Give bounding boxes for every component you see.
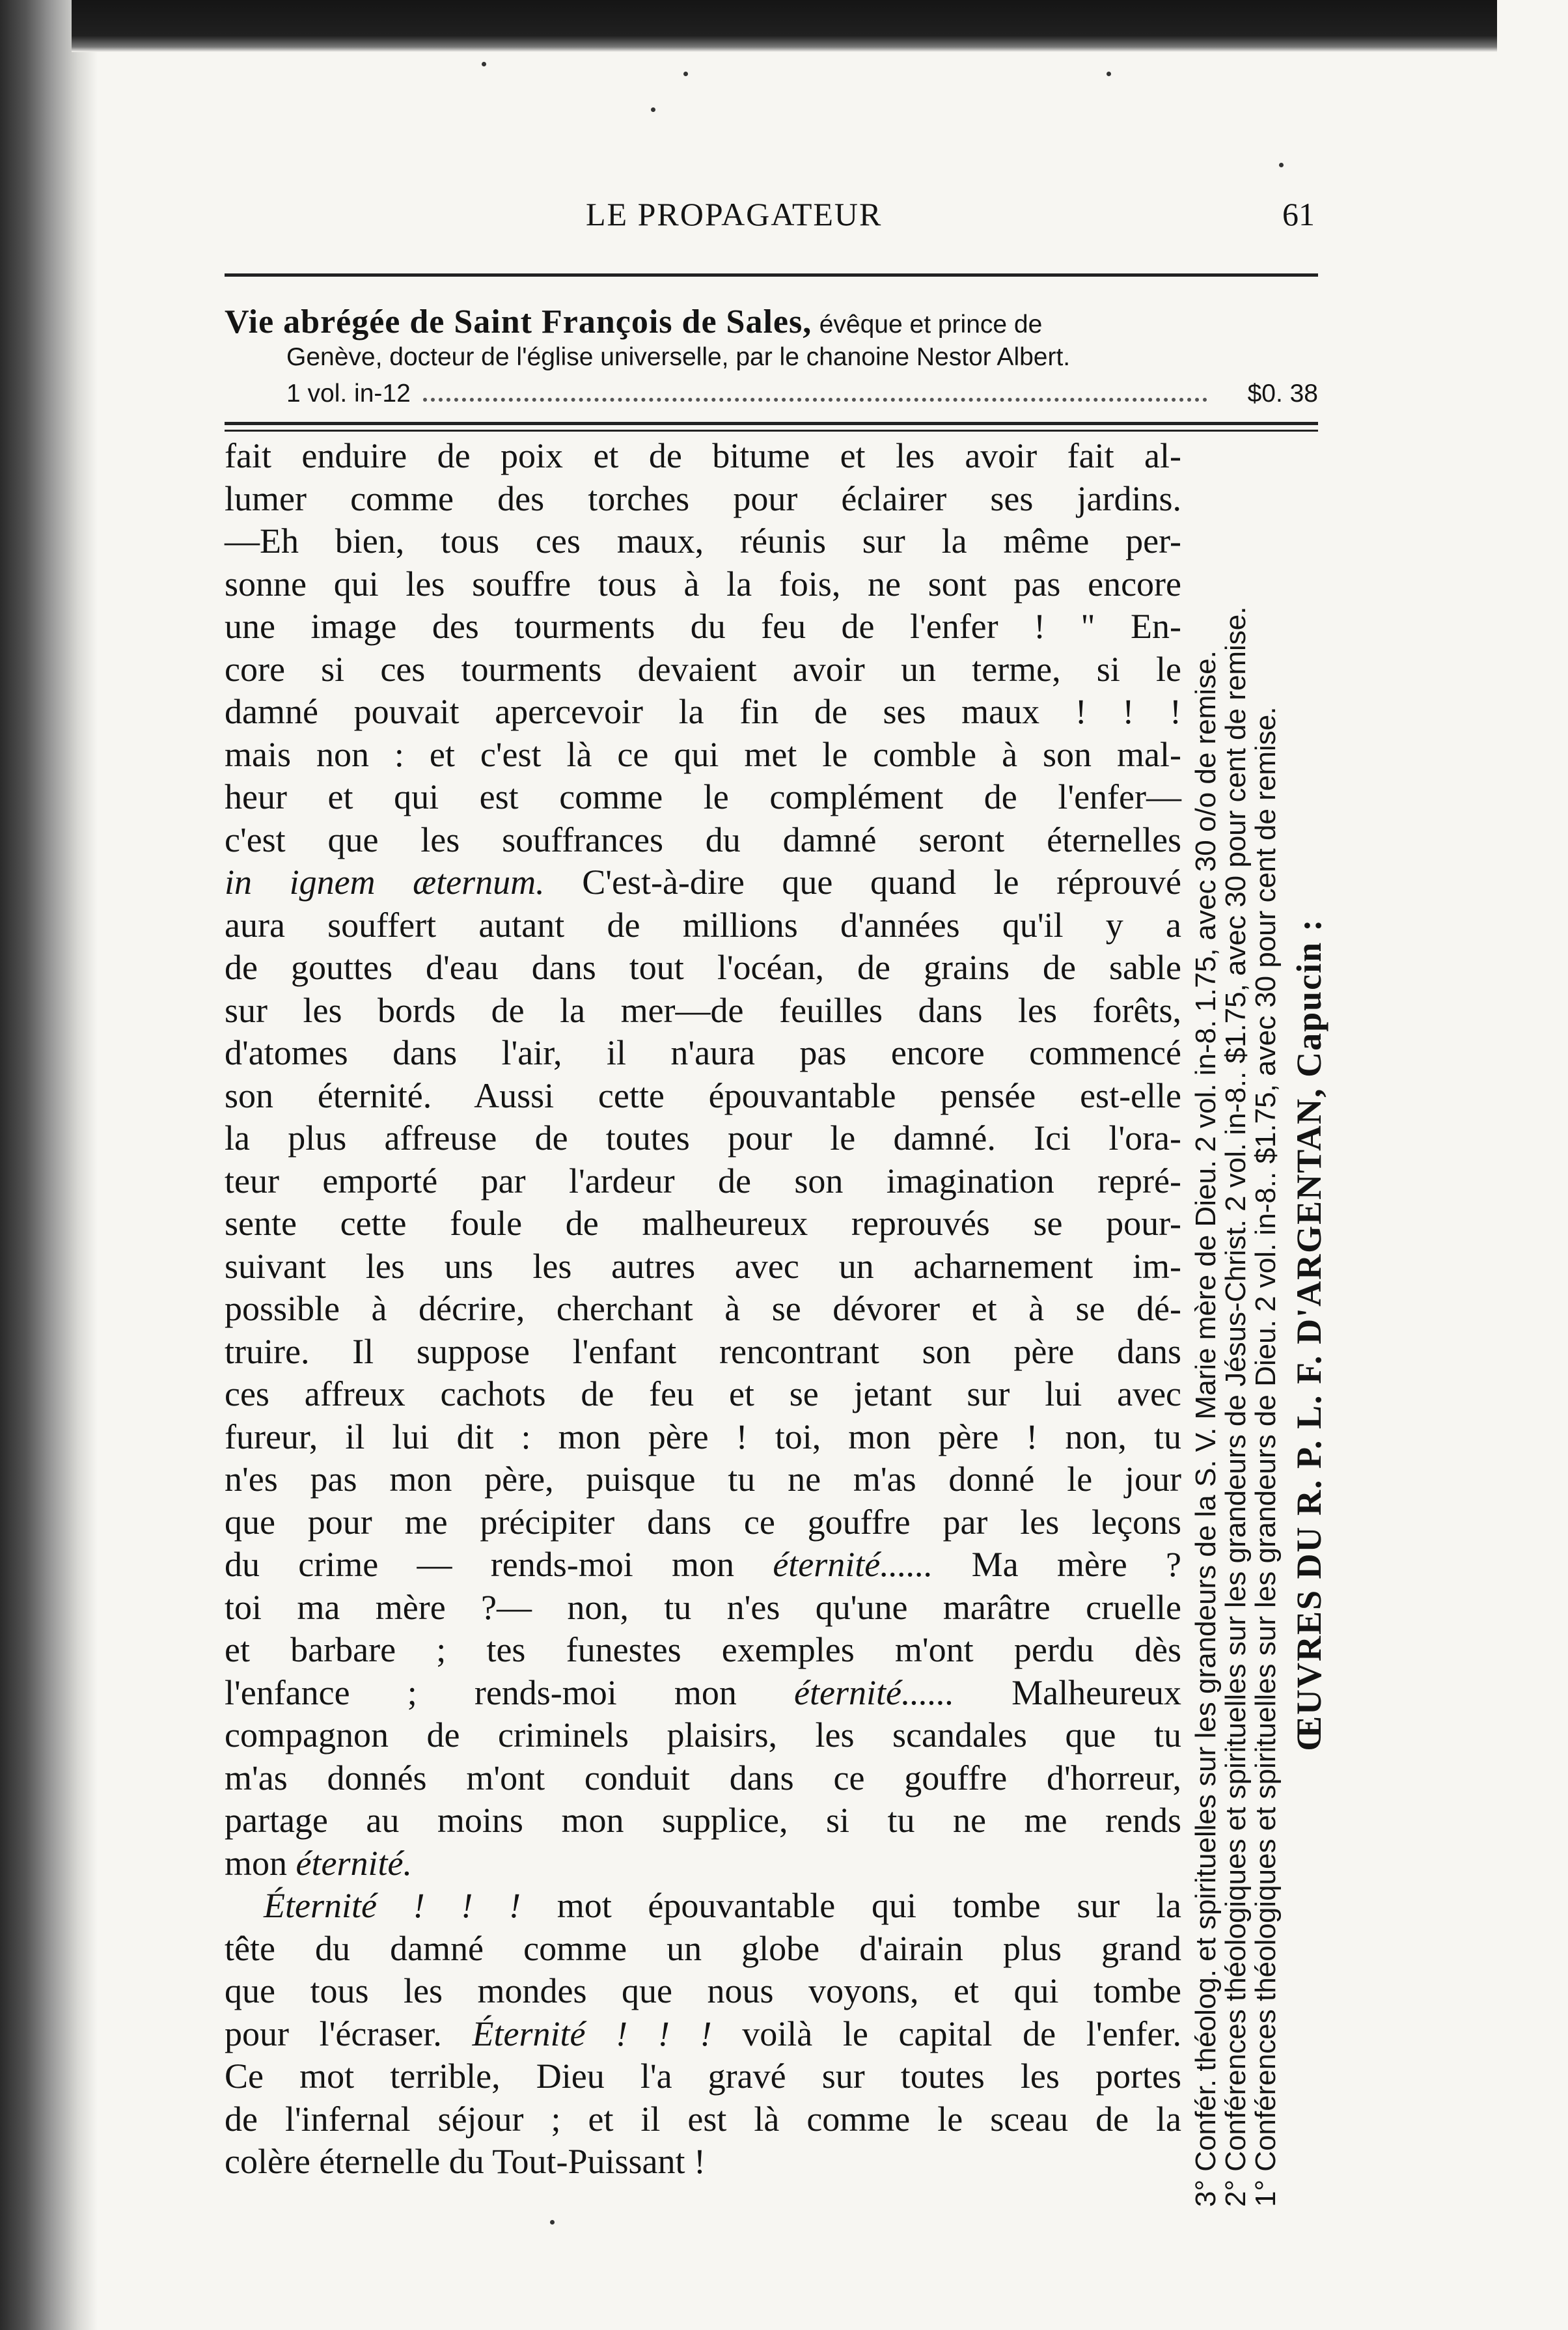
- text-fragment: Malheureux: [1011, 1672, 1182, 1712]
- text-line: [225, 861, 1181, 904]
- text-line: sur les bords de la mer—de feuilles dans les forêts,: [225, 990, 1181, 1030]
- text-line: m'as donnés m'ont conduit dans ce gouffre d'horreur,: [225, 1758, 1181, 1797]
- text-line: la plus affreuse de toutes pour le damné. Ici l'ora-: [225, 1118, 1181, 1158]
- text-line: heur et qui est comme le complément de l'enfer—: [225, 777, 1181, 816]
- text-fragment: voilà le capital de l'enfer.: [742, 2014, 1181, 2053]
- text-line: [225, 1885, 1181, 1928]
- text-line: n'es pas mon père, puisque tu ne m'as donné le jour: [225, 1460, 1181, 1499]
- text-line: [225, 1672, 1181, 1715]
- text-line: colère éternelle du Tout-Puissant !: [225, 2142, 706, 2181]
- ad-rule: [225, 430, 1318, 432]
- side-ad-heading: ŒUVRES DU R. P. L. F. D'ARGENTAN, Capucin :: [1289, 918, 1328, 1751]
- side-advertisement: [1190, 449, 1328, 2207]
- ad-line-title: [225, 303, 1042, 341]
- text-line: Ce mot terrible, Dieu l'a gravé sur toutes les portes: [225, 2057, 1181, 2096]
- text-line: possible à décrire, cherchant à se dévorer et à se dé-: [225, 1289, 1181, 1328]
- emphasis-eternite: éternité......: [773, 1545, 933, 1584]
- ad-title: Vie abrégée de Saint François de Sales,: [225, 303, 812, 340]
- scan-speck: [683, 72, 688, 76]
- text-line: sente cette foule de malheureux reprouvés se pour-: [225, 1204, 1181, 1243]
- text-line: core si ces tourments devaient avoir un terme, si le: [225, 649, 1181, 689]
- text-fragment: mon: [225, 1843, 288, 1883]
- text-line: teur emporté par l'ardeur de son imagination repré-: [225, 1161, 1181, 1200]
- emphasis-eternite: éternité.: [296, 1843, 412, 1883]
- ad-description: Genève, docteur de l'église universelle, par le chanoine Nestor Albert.: [286, 343, 1071, 371]
- text-line: de gouttes d'eau dans tout l'océan, de grains de sable: [225, 948, 1181, 987]
- header-rule: [225, 273, 1318, 277]
- text-line: —Eh bien, tous ces maux, réunis sur la même per-: [225, 521, 1181, 561]
- text-line: partage au moins mon supplice, si tu ne me rends: [225, 1801, 1181, 1840]
- text-fragment: du crime — rends-moi mon: [225, 1545, 735, 1584]
- text-line: son éternité. Aussi cette épouvantable pensée est-elle: [225, 1075, 1181, 1115]
- ad-rule: [225, 422, 1318, 425]
- text-line: suivant les uns les autres avec un acharnement im-: [225, 1246, 1181, 1286]
- text-line: truire. Il suppose l'enfant rencontrant son père dans: [225, 1331, 1181, 1371]
- text-line: fait enduire de poix et de bitume et les avoir fait al-: [225, 436, 1181, 475]
- side-ad-line: 3° Confér. théolog. et spirituelles sur les grandeurs de la S. V. Marie mère de Dieu. 2 vol. in-8. 1.75, avec 30 o/o de remise.: [1190, 650, 1222, 2207]
- scan-speck: [1279, 163, 1284, 167]
- text-fragment: Ma mère ?: [971, 1545, 1182, 1584]
- running-head: [221, 195, 1315, 247]
- scan-page-edge: [0, 0, 98, 2330]
- text-line: aura souffert autant de millions d'années qu'il y a: [225, 905, 1181, 945]
- scan-speck: [550, 2220, 555, 2225]
- side-ad-line: 2° Conférences théologiques et spirituelles sur les grandeurs de Jésus-Christ. 2 vol. in-8.. $1.75, avec 30 pour cent de remise.: [1220, 606, 1252, 2207]
- text-line: que pour me précipiter dans ce gouffre par les leçons: [225, 1502, 1181, 1542]
- scan-speck: [651, 107, 655, 112]
- text-line: [225, 2013, 1181, 2056]
- latin-quote: in ignem æternum.: [225, 863, 545, 902]
- dot-leaders: [423, 398, 1207, 402]
- rotated-ad-text: [1190, 449, 1328, 2207]
- text-line: [225, 1544, 1181, 1587]
- text-line: mais non : et c'est là ce qui met le comble à son mal-: [225, 734, 1181, 774]
- text-line: que tous les mondes que nous voyons, et qui tombe: [225, 1971, 1181, 2010]
- text-line: fureur, il lui dit : mon père ! toi, mon père ! non, tu: [225, 1417, 1181, 1456]
- text-line: et barbare ; tes funestes exemples m'ont perdu dès: [225, 1630, 1181, 1669]
- text-line: lumer comme des torches pour éclairer ses jardins.: [225, 478, 1181, 518]
- text-line: toi ma mère ?— non, tu n'es qu'une marâtre cruelle: [225, 1587, 1181, 1627]
- body-text: [225, 435, 1181, 2184]
- text-line: une image des tourments du feu de l'enfer ! " En-: [225, 607, 1181, 646]
- text-fragment: C'est-à-dire que quand le réprouvé: [582, 863, 1181, 902]
- side-ad-line: 1° Conférences théologiques et spirituelles sur les grandeurs de Dieu. 2 vol. in-8.. $1.75, avec 30 pour cent de remise.: [1250, 706, 1282, 2207]
- text-fragment: mot épouvantable qui tombe sur la: [557, 1886, 1181, 1925]
- emphasis-eternite: Éternité ! ! !: [264, 1886, 521, 1925]
- text-fragment: pour l'écraser.: [225, 2014, 442, 2053]
- text-line: d'atomes dans l'air, il n'aura pas encore commencé: [225, 1033, 1181, 1072]
- text-line: [225, 1842, 1181, 1885]
- running-title: LE PROPAGATEUR: [586, 196, 883, 232]
- ad-description-start: évêque et prince de: [819, 311, 1043, 339]
- scan-speck: [482, 62, 486, 66]
- text-line: sonne qui les souffre tous à la fois, ne sont pas encore: [225, 564, 1181, 603]
- book-advertisement: [225, 303, 1318, 433]
- emphasis-eternite: éternité......: [794, 1672, 954, 1712]
- text-line: compagnon de criminels plaisirs, les scandales que tu: [225, 1715, 1181, 1754]
- scan-top-shadow: [72, 0, 1497, 52]
- text-line: damné pouvait apercevoir la fin de ses maux ! ! !: [225, 692, 1181, 731]
- ad-price: $0. 38: [1247, 380, 1318, 408]
- ad-volume: 1 vol. in-12: [286, 380, 411, 408]
- text-line: de l'infernal séjour ; et il est là comme le sceau de la: [225, 2099, 1181, 2139]
- page-number: 61: [1282, 196, 1315, 232]
- emphasis-eternite: Éternité ! ! !: [472, 2014, 712, 2053]
- text-line: tête du damné comme un globe d'airain plus grand: [225, 1928, 1181, 1968]
- scan-speck: [1107, 72, 1111, 76]
- text-line: ces affreux cachots de feu et se jetant sur lui avec: [225, 1374, 1181, 1413]
- text-fragment: l'enfance ; rends-moi mon: [225, 1672, 737, 1712]
- text-line: c'est que les souffrances du damné seront éternelles: [225, 820, 1181, 859]
